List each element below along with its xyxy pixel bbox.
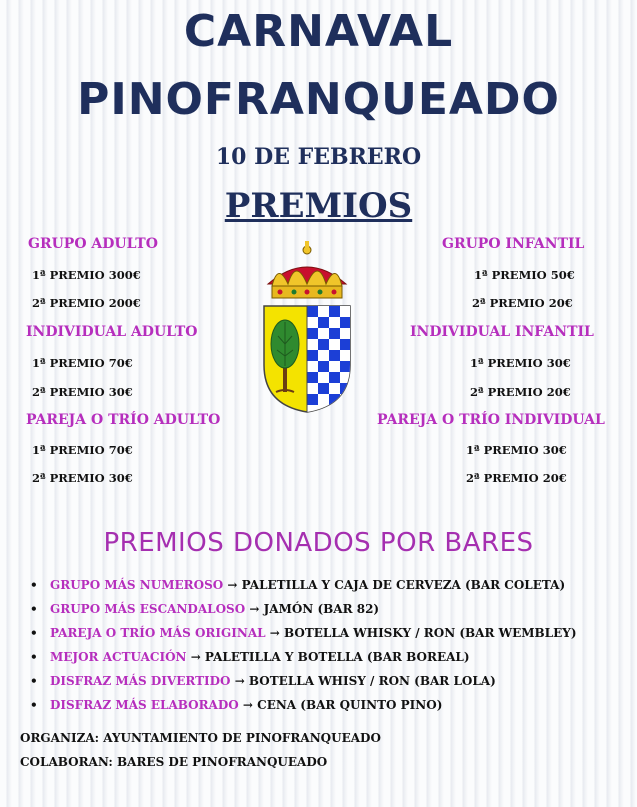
title-line-2: PINOFRANQUEADO — [77, 74, 560, 125]
list-item — [30, 647, 577, 671]
award-name: MEJOR ACTUACIÓN — [50, 650, 187, 664]
list-item — [30, 575, 577, 599]
colaboran-line: COLABORAN: BARES DE PINOFRANQUEADO — [20, 755, 328, 769]
bullet-icon: • — [30, 698, 38, 712]
prize-line: 2ª PREMIO 20€ — [470, 385, 571, 399]
bullet-icon: • — [30, 578, 38, 592]
category-grupo-adulto: GRUPO ADULTO — [28, 236, 158, 252]
award-prize: → PALETILLA Y CAJA DE CERVEZA (BAR COLETA) — [227, 578, 566, 592]
prize-line: 1ª PREMIO 70€ — [32, 443, 133, 457]
prize-line: 2ª PREMIO 20€ — [466, 471, 567, 485]
award-name: PAREJA O TRÍO MÁS ORIGINAL — [50, 626, 266, 640]
award-name: DISFRAZ MÁS DIVERTIDO — [50, 674, 231, 688]
list-item — [30, 695, 577, 719]
event-date: 10 DE FEBRERO — [215, 144, 422, 170]
category-grupo-infantil: GRUPO INFANTIL — [442, 236, 585, 252]
list-item — [30, 623, 577, 647]
prize-line: 1ª PREMIO 300€ — [32, 268, 141, 282]
award-prize: → BOTELLA WHISY / RON (BAR LOLA) — [234, 674, 496, 688]
category-individual-infantil: INDIVIDUAL INFANTIL — [410, 324, 594, 340]
prize-line: 2ª PREMIO 200€ — [32, 296, 141, 310]
category-pareja-adulto: PAREJA O TRÍO ADULTO — [26, 412, 221, 428]
award-name: DISFRAZ MÁS ELABORADO — [50, 698, 239, 712]
prize-line: 1ª PREMIO 50€ — [474, 268, 575, 282]
prize-line: 2ª PREMIO 30€ — [32, 471, 133, 485]
premios-heading: PREMIOS — [224, 186, 413, 226]
category-pareja-individual: PAREJA O TRÍO INDIVIDUAL — [377, 412, 605, 428]
organiza-line: ORGANIZA: AYUNTAMIENTO DE PINOFRANQUEADO — [20, 731, 381, 745]
award-name: GRUPO MÁS NUMEROSO — [50, 578, 224, 592]
category-individual-adulto: INDIVIDUAL ADULTO — [26, 324, 198, 340]
award-name: GRUPO MÁS ESCANDALOSO — [50, 602, 246, 616]
bullet-icon: • — [30, 650, 38, 664]
title-line-1: CARNAVAL — [183, 6, 454, 57]
award-prize: → CENA (BAR QUINTO PINO) — [242, 698, 443, 712]
bar-prizes-list — [30, 575, 577, 719]
prize-line: 1ª PREMIO 70€ — [32, 356, 133, 370]
bares-heading: PREMIOS DONADOS POR BARES — [103, 528, 534, 558]
bullet-icon: • — [30, 602, 38, 616]
prize-line: 1ª PREMIO 30€ — [466, 443, 567, 457]
award-prize: → JAMÓN (BAR 82) — [249, 602, 380, 616]
bullet-icon: • — [30, 626, 38, 640]
prize-line: 2ª PREMIO 20€ — [472, 296, 573, 310]
coat-of-arms-icon — [258, 240, 356, 415]
list-item — [30, 671, 577, 695]
prize-line: 2ª PREMIO 30€ — [32, 385, 133, 399]
award-prize: → BOTELLA WHISKY / RON (BAR WEMBLEY) — [269, 626, 577, 640]
award-prize: → PALETILLA Y BOTELLA (BAR BOREAL) — [190, 650, 470, 664]
bullet-icon: • — [30, 674, 38, 688]
list-item — [30, 599, 577, 623]
prize-line: 1ª PREMIO 30€ — [470, 356, 571, 370]
